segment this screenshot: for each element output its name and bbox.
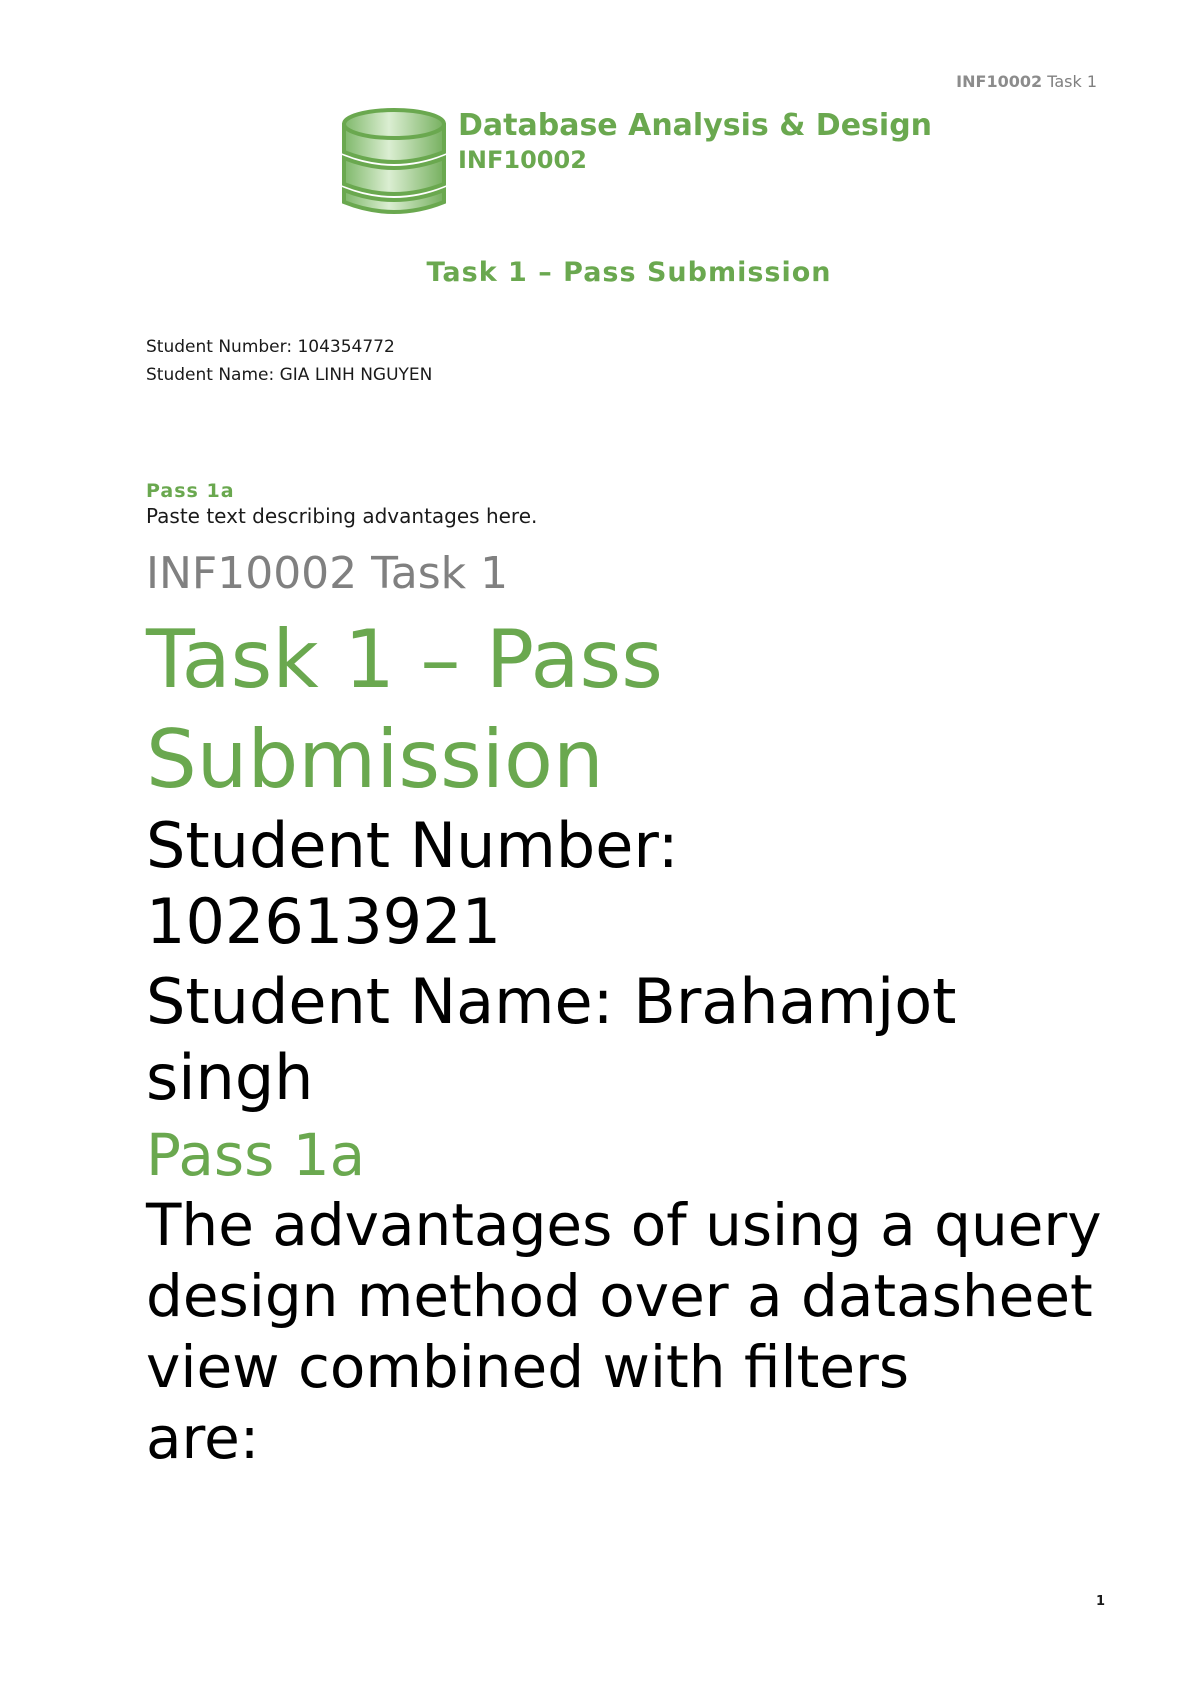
pasted-student-name: Student Name: Brahamjot singh — [146, 965, 957, 1114]
section-body-text: Paste text describing advantages here. — [146, 504, 538, 528]
student-number: Student Number: 104354772 — [146, 337, 395, 357]
student-name: Student Name: GIA LINH NGUYEN — [146, 365, 433, 385]
database-icon — [338, 106, 450, 220]
page-number: 1 — [1095, 1594, 1105, 1609]
pasted-student-number: Student Number: 102613921 — [146, 809, 679, 958]
logo-course-code: INF10002 — [458, 146, 587, 174]
header-task: Task 1 — [1042, 72, 1097, 91]
logo-title: Database Analysis & Design — [458, 108, 933, 143]
pasted-section-heading: Pass 1a — [146, 1121, 366, 1189]
header-course-code: INF10002 — [956, 72, 1043, 91]
pasted-paragraph: The advantages of using a query design method over a datasheet view combined with filters are: — [146, 1191, 1102, 1472]
pasted-title: Task 1 – Pass Submission — [146, 613, 663, 806]
document-title: Task 1 – Pass Submission — [426, 257, 832, 288]
section-heading-pass-1a: Pass 1a — [146, 480, 235, 502]
pasted-header: INF10002 Task 1 — [146, 548, 509, 599]
page-header — [956, 72, 1097, 91]
